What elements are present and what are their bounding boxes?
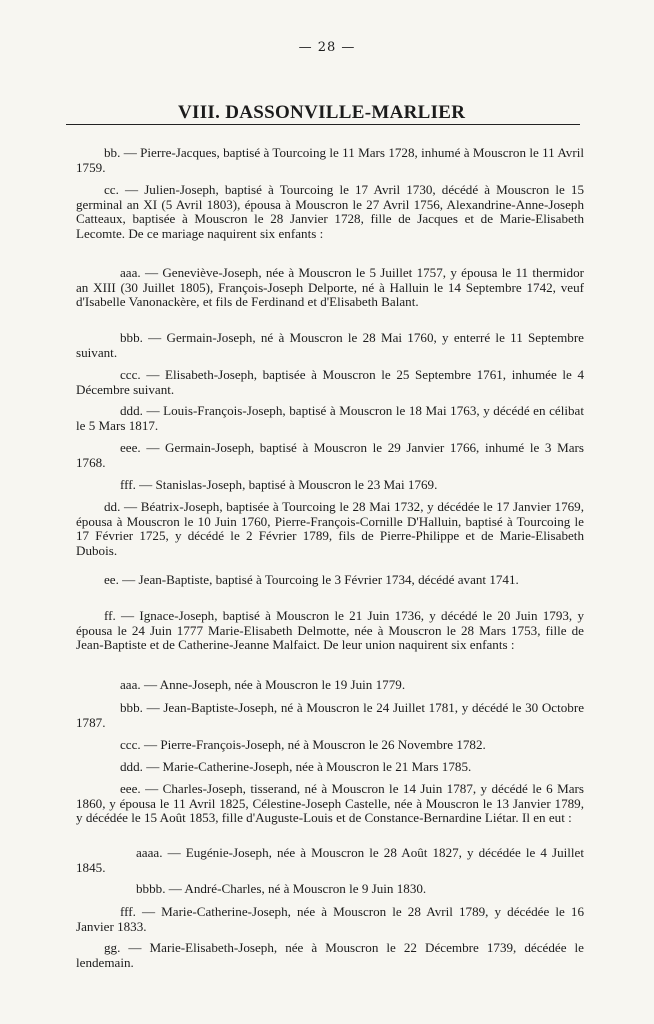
entry-ff-aaa: aaa. — Anne-Joseph, née à Mouscron le 19 Juin 1779. (120, 677, 406, 692)
entry-ff-eee: eee. — Charles-Joseph, tisserand, né à Mouscron le 14 Juin 1787, y décédé le 6 Mars 1860, y épousa le 11 Avril 1825, Célestine-Joseph Castelle, née à Mouscron le 13 Janvier 1789, y décédée le 15 Août 1853, fille d'Auguste-Louis et de Constance-Bernardine Liétar. Il en eut : (76, 781, 584, 825)
page-number: — 28 — (298, 40, 356, 55)
section-title: VIII. DASSONVILLE-MARLIER (178, 102, 466, 123)
entry-ff-ddd: ddd. — Marie-Catherine-Joseph, née à Mouscron le 21 Mars 1785. (120, 759, 472, 774)
entry-cc-eee: eee. — Germain-Joseph, baptisé à Mouscron le 29 Janvier 1766, inhumé le 3 Mars 1768. (76, 440, 584, 470)
entry-cc-aaa: aaa. — Geneviève-Joseph, née à Mouscron le 5 Juillet 1757, y épousa le 11 thermidor an XIII (30 Juillet 1805), François-Joseph Delporte, né à Halluin le 14 Septembre 1742, veuf d'Isabelle Vanonackère, et fils de Ferdinand et d'Elisabeth Balant. (76, 265, 584, 309)
entry-ff-eee-aaaa: aaaa. — Eugénie-Joseph, née à Mouscron le 28 Août 1827, y décédée le 4 Juillet 1845. (76, 845, 584, 875)
entry-cc-ccc: ccc. — Elisabeth-Joseph, baptisée à Mouscron le 25 Septembre 1761, inhumée le 4 Décembre suivant. (76, 367, 584, 397)
entry-dd: dd. — Béatrix-Joseph, baptisée à Tourcoing le 28 Mai 1732, y décédée le 17 Janvier 1769, épousa à Mouscron le 10 Juin 1760, Pierre-François-Cornille D'Halluin, baptisé à Tourcoing le 17 Février 1725, y décédé le 2 Février 1789, fils de Pierre-Philippe et de Marie-Elisabeth Dubois. (76, 499, 584, 558)
entry-ff-eee-bbbb: bbbb. — André-Charles, né à Mouscron le 9 Juin 1830. (136, 881, 427, 896)
entry-ff-fff: fff. — Marie-Catherine-Joseph, née à Mouscron le 28 Avril 1789, y décédée le 16 Janvier 1833. (76, 904, 584, 934)
entry-gg: gg. — Marie-Elisabeth-Joseph, née à Mouscron le 22 Décembre 1739, décédée le lendemain. (76, 940, 584, 970)
entry-cc-fff: fff. — Stanislas-Joseph, baptisé à Mouscron le 23 Mai 1769. (120, 477, 438, 492)
entry-ff: ff. — Ignace-Joseph, baptisé à Mouscron le 21 Juin 1736, y décédé le 20 Juin 1793, y épousa le 24 Juin 1777 Marie-Elisabeth Delmotte, née à Mouscron le 28 Mars 1753, fille de Jean-Baptiste et de Catherine-Jeanne Malfaict. De leur union naquirent six enfants : (76, 608, 584, 652)
entry-ff-bbb: bbb. — Jean-Baptiste-Joseph, né à Mouscron le 24 Juillet 1781, y décédé le 30 Octobre 1787. (76, 700, 584, 730)
title-rule (66, 124, 580, 125)
entry-ff-ccc: ccc. — Pierre-François-Joseph, né à Mouscron le 26 Novembre 1782. (120, 737, 486, 752)
entry-cc: cc. — Julien-Joseph, baptisé à Tourcoing le 17 Avril 1730, décédé à Mouscron le 15 germinal an XI (5 Avril 1803), épousa à Mouscron le 27 Avril 1756, Alexandrine-Anne-Joseph Catteaux, baptisée à Mouscron le 28 Janvier 1728, fille de Jacques et de Marie-Elisabeth Lecomte. De ce mariage naquirent six enfants : (76, 182, 584, 241)
entry-ee: ee. — Jean-Baptiste, baptisé à Tourcoing le 3 Février 1734, décédé avant 1741. (104, 572, 519, 587)
entry-cc-bbb: bbb. — Germain-Joseph, né à Mouscron le 28 Mai 1760, y enterré le 11 Septembre suivant. (76, 330, 584, 360)
entry-bb: bb. — Pierre-Jacques, baptisé à Tourcoing le 11 Mars 1728, inhumé à Mouscron le 11 Avril 1759. (76, 145, 584, 175)
entry-cc-ddd: ddd. — Louis-François-Joseph, baptisé à Mouscron le 18 Mai 1763, y décédé en célibat le 5 Mars 1817. (76, 403, 584, 433)
